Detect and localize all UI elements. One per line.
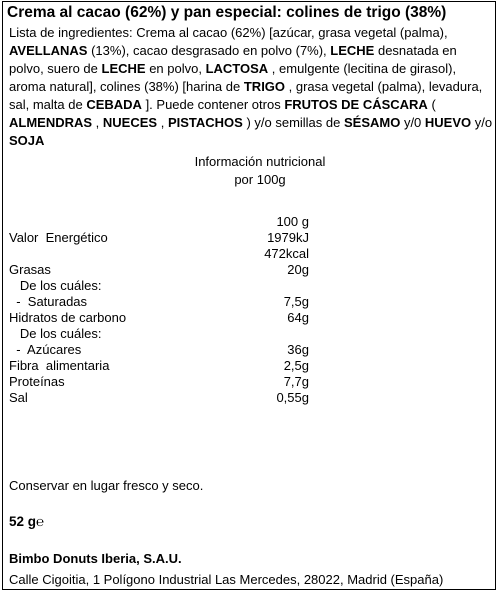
nutrient-value: 64g [287,310,309,325]
nutrient-label: De los cuáles: [9,278,102,293]
nutrient-label: - Azúcares [9,342,82,357]
nutrition-heading [190,153,330,189]
nutrient-value: 472kcal [264,246,309,261]
allergen-text: TRIGO [243,79,286,94]
company-address: Calle Cigoitia, 1 Polígono Industrial Las Mercedes, 28022, Madrid (España) [9,572,444,587]
nutrient-label: Hidratos de carbono [9,310,127,325]
nutrition-row [9,389,309,407]
nutrient-value: 2,5g [283,358,309,373]
ingredient-text: y/o [471,115,493,130]
storage-instructions: Conservar en lugar fresco y seco. [9,478,204,493]
nutrient-value: 0,55g [276,390,309,405]
nutrient-label: Proteínas [9,374,65,389]
ingredient-text: y/0 [400,115,425,130]
allergen-text: PISTACHOS [167,115,243,130]
allergen-text: LACTOSA [205,61,269,76]
company-name: Bimbo Donuts Iberia, S.A.U. [9,551,182,566]
nutrition-heading-line1: Información nutricional [194,154,326,169]
allergen-text: LECHE [101,61,146,76]
ingredient-text: , grasa vegetal (palma), levadura, sal, malta de [9,79,483,112]
allergen-text: CEBADA [86,97,142,112]
nutrient-value: 36g [287,342,309,357]
ingredient-text: desnatada en polvo, suero de [9,43,457,76]
allergen-text: ALMENDRAS [9,115,93,130]
allergen-text: FRUTOS DE CÁSCARA [284,97,428,112]
allergen-text: HUEVO [424,115,472,130]
allergen-text: AVELLANAS [9,43,88,58]
nutrient-value: 100 g [276,214,309,229]
nutrient-label: De los cuáles: [9,326,102,341]
allergen-text: LECHE [330,43,375,58]
nutrient-label: Grasas [9,262,51,277]
allergen-text: NUECES [102,115,158,130]
product-title: Crema al cacao (62%) y pan especial: colines de trigo (38%) [7,4,447,21]
ingredient-text: , [92,115,103,130]
nutrient-value: 20g [287,262,309,277]
nutrient-label: Sal [9,390,28,405]
ingredient-text: Lista de ingredientes: Crema al cacao (62%) [azúcar, grasa vegetal (palma), [9,25,448,40]
nutrient-label: Valor Energético [9,230,108,245]
nutrient-value: 7,7g [283,374,309,389]
nutrient-value: 1979kJ [267,230,309,245]
allergen-text: SÉSAMO [343,115,401,130]
nutrient-label: Fibra alimentaria [9,358,110,373]
ingredients-list [9,24,493,150]
nutrient-label: - Saturadas [9,294,88,309]
ingredient-text: ]. Puede contener otros [141,97,285,112]
ingredient-text: , [157,115,168,130]
ingredient-text: ( [427,97,436,112]
nutrient-value: 7,5g [283,294,309,309]
ingredient-text: en polvo, [145,61,206,76]
net-weight: 52 g℮ [9,514,45,529]
allergen-text: SOJA [9,133,45,148]
ingredient-text: (13%), cacao desgrasado en polvo (7%), [87,43,331,58]
nutrition-heading-line2: por 100g [234,172,286,187]
ingredient-text: ) y/o semillas de [242,115,344,130]
ingredient-text: , emulgente (lecitina de girasol), aroma natural], colines (38%) [harina de [9,61,457,94]
